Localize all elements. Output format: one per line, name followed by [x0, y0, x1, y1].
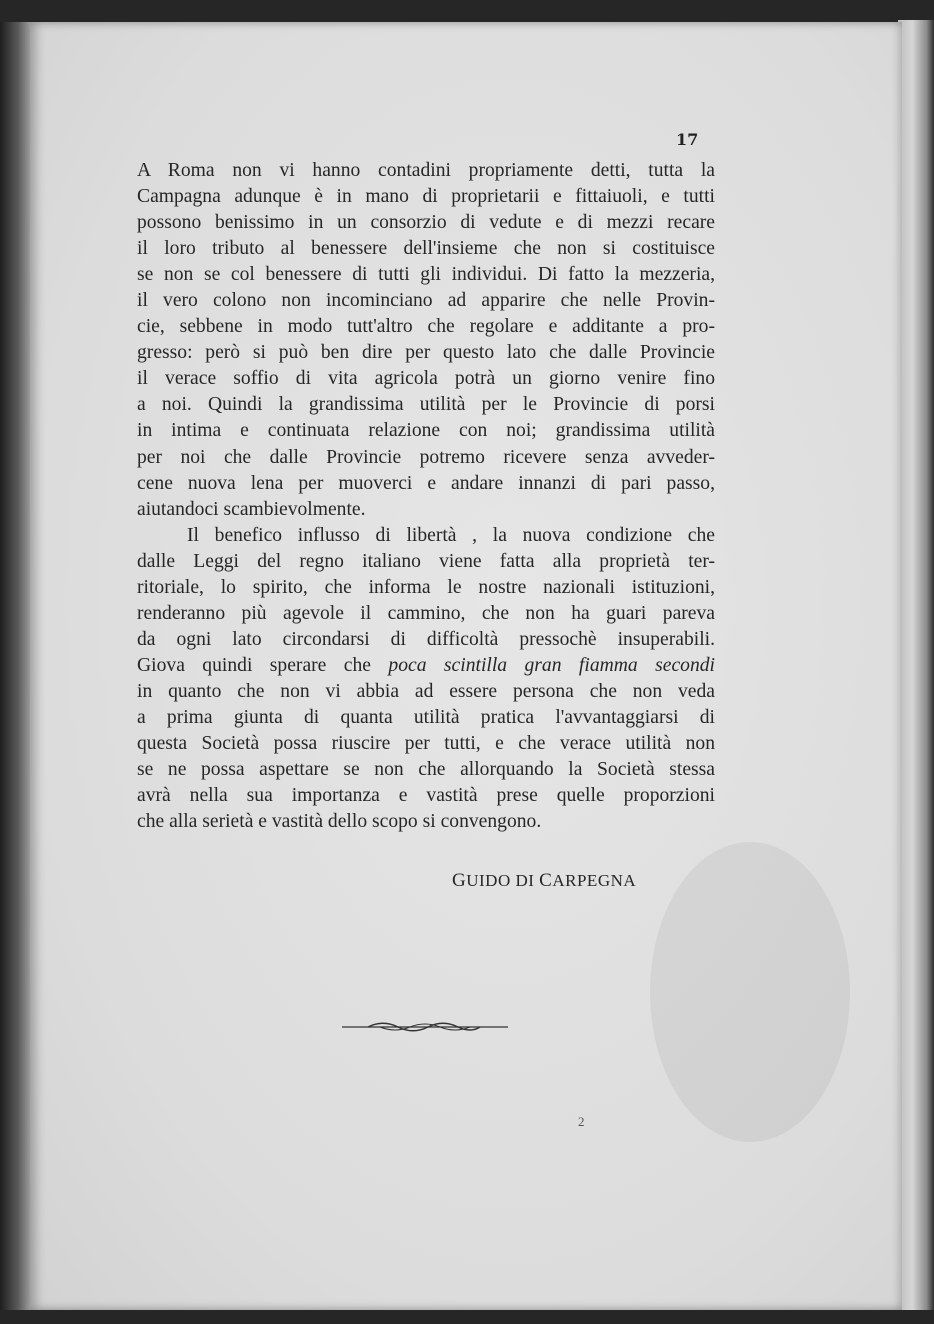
book-gutter: [0, 22, 30, 1310]
text-line: dalle Leggi del regno italiano viene fatta alla proprietà ter-: [137, 550, 715, 572]
author-signature: GUIDO DI CARPEGNA: [452, 870, 637, 891]
text-line: in quanto che non vi abbia ad essere persona che non veda: [137, 680, 715, 702]
text-line: Il benefico influsso di libertà , la nuova condizione che: [187, 524, 715, 546]
text-line: il loro tributo al benessere dell'insieme che non si costituisce: [137, 238, 715, 260]
text-line: il vero colono non incominciano ad apparire che nelle Provin-: [137, 290, 715, 312]
giova-prefix: Giova quindi sperare che: [137, 654, 389, 676]
scan-bottom-border: [0, 1310, 934, 1324]
text-line: cie, sebbene in modo tutt'altro che regolare e additante a pro-: [137, 316, 715, 338]
text-line: se ne possa aspettare se non che allorquando la Società stessa: [137, 759, 715, 781]
text-line: avrà nella sua importanza e vastità prese quelle proporzioni: [137, 785, 715, 807]
text-line: Campagna adunque è in mano di proprietarii e fittaiuoli, e tutti: [137, 186, 715, 208]
footer-mark: 2: [578, 1114, 585, 1129]
ornamental-rule: [340, 1020, 510, 1034]
body-text: [137, 158, 715, 835]
text-line: in intima e continuata relazione con noi; grandissima utilità: [137, 420, 715, 442]
text-line: da ogni lato circondarsi di difficoltà pressochè insuperabili.: [137, 628, 715, 650]
paragraph-1: [137, 158, 715, 523]
text-line: a noi. Quindi la grandissima utilità per le Provincie di porsi: [137, 394, 715, 416]
page-edge: [898, 20, 934, 1310]
text-line: se non se col benessere di tutti gli individui. Di fatto la mezzeria,: [137, 264, 715, 286]
scan-top-border: [0, 0, 934, 22]
paragraph-2: [137, 523, 715, 836]
text-line: cene nuova lena per muoverci e andare innanzi di pari passo,: [137, 472, 715, 494]
text-line: aiutandoci scambievolmente.: [137, 498, 366, 520]
text-line: gresso: però si può ben dire per questo lato che dalle Provincie: [137, 342, 715, 364]
text-line: renderanno più agevole il cammino, che non ha guari pareva: [137, 602, 715, 624]
text-line: possono benissimo in un consorzio di vedute e di mezzi recare: [137, 212, 715, 234]
text-line: che alla serietà e vastità dello scopo si convengono.: [137, 811, 542, 833]
text-line: ritoriale, lo spirito, che informa le nostre nazionali istituzioni,: [137, 576, 715, 598]
text-line-with-quote: [137, 653, 715, 679]
text-line: questa Società possa riuscire per tutti, e che verace utilità non: [137, 733, 715, 755]
text-line: il verace soffio di vita agricola potrà un giorno venire fino: [137, 368, 715, 390]
page-number: 17: [676, 130, 699, 149]
text-line: per noi che dalle Provincie potremo ricevere senza avveder-: [137, 446, 715, 468]
text-line: a prima giunta di quanta utilità pratica l'avvantaggiarsi di: [137, 706, 715, 728]
italic-quote: poca scintilla gran fiamma secondi: [388, 654, 715, 676]
text-line: A Roma non vi hanno contadini propriamente detti, tutta la: [137, 160, 715, 181]
paper-stain: [650, 842, 850, 1142]
